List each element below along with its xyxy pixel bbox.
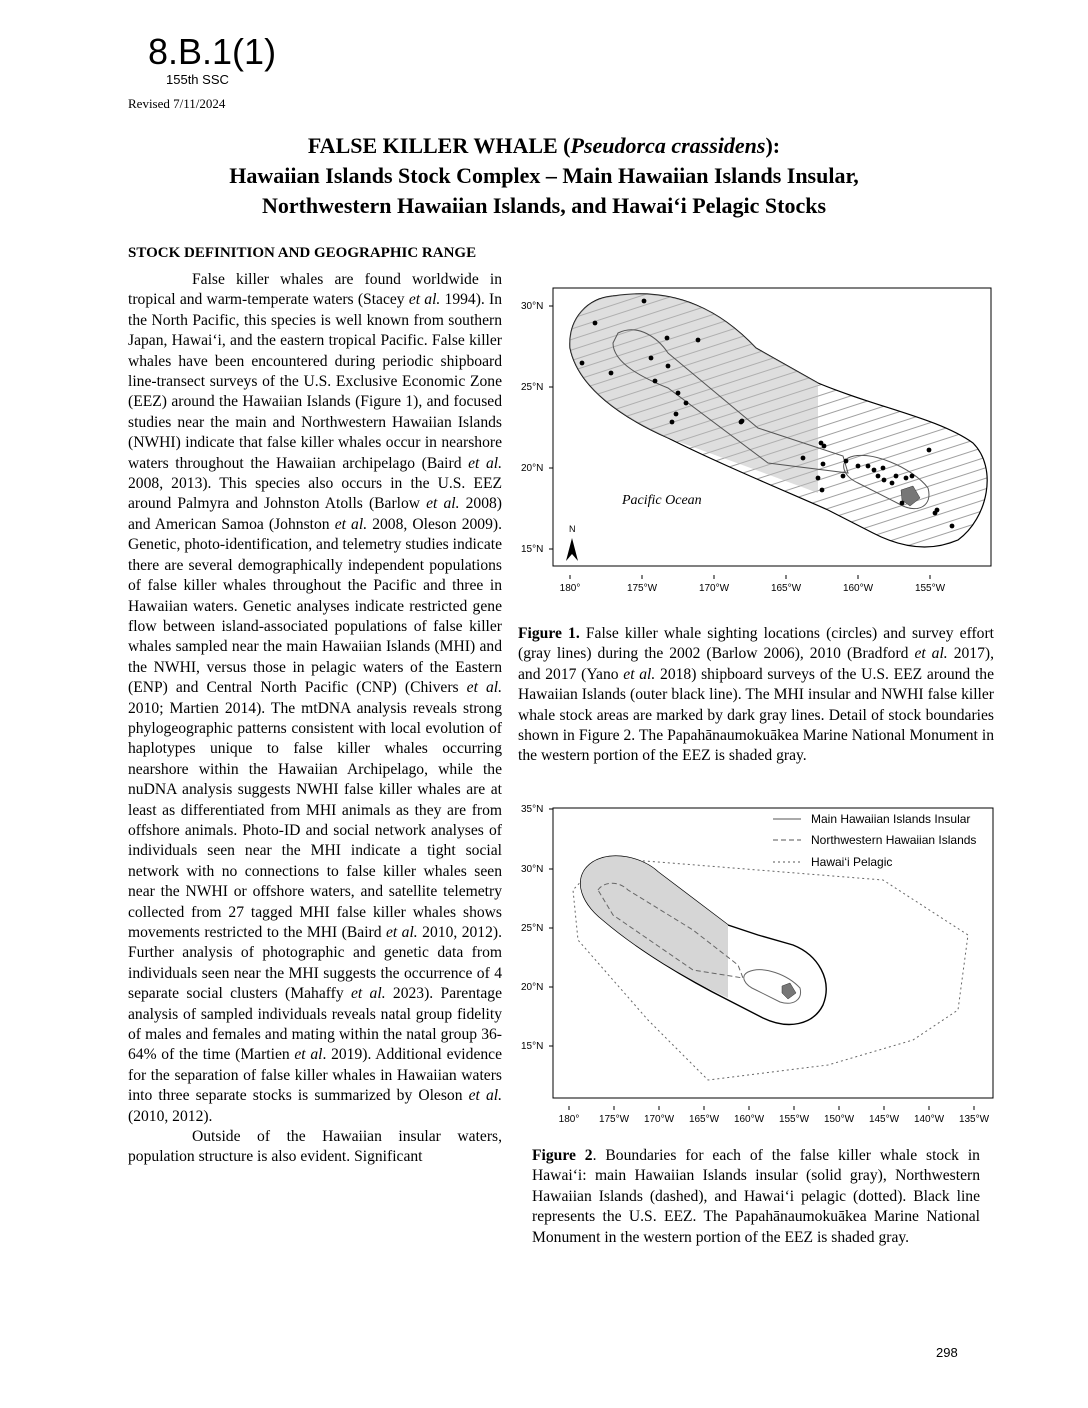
- longitude-tick-label: 155°W: [778, 1114, 810, 1125]
- longitude-tick-label: 165°W: [770, 583, 802, 594]
- sighting-marker: [933, 511, 938, 516]
- sighting-marker: [739, 420, 744, 425]
- sighting-marker: [882, 478, 887, 483]
- longitude-tick-label: 175°W: [626, 583, 658, 594]
- sighting-marker: [696, 338, 701, 343]
- longitude-tick-label: 160°W: [842, 583, 874, 594]
- sighting-marker: [642, 299, 647, 304]
- legend-item: Northwestern Hawaiian Islands: [811, 833, 977, 847]
- sighting-marker: [822, 444, 827, 449]
- sighting-marker: [872, 468, 877, 473]
- sighting-marker: [649, 356, 654, 361]
- latitude-tick-label: 30°N: [521, 301, 544, 312]
- sighting-marker: [841, 474, 846, 479]
- sighting-marker: [666, 364, 671, 369]
- figure-2-map: [518, 800, 1006, 1130]
- sighting-marker: [665, 336, 670, 341]
- sighting-marker: [820, 488, 825, 493]
- meeting-label: 155th SSC: [166, 72, 229, 87]
- latitude-tick-label: 25°N: [521, 382, 544, 393]
- sighting-marker: [856, 464, 861, 469]
- sighting-marker: [653, 379, 658, 384]
- sighting-marker: [950, 524, 955, 529]
- latitude-tick-label: 35°N: [521, 804, 544, 815]
- sighting-marker: [609, 371, 614, 376]
- longitude-tick-label: 170°W: [698, 583, 730, 594]
- longitude-tick-label: 180°: [558, 1114, 580, 1125]
- sighting-marker: [676, 391, 681, 396]
- sighting-marker: [816, 476, 821, 481]
- longitude-tick-label: 175°W: [598, 1114, 630, 1125]
- title-line-2: Hawaiian Islands Stock Complex – Main Hawaiian Islands Insular,: [229, 163, 859, 188]
- sighting-marker: [876, 474, 881, 479]
- latitude-tick-label: 20°N: [521, 982, 544, 993]
- title-line-1: FALSE KILLER WHALE (Pseudorca crassidens):: [307, 133, 781, 158]
- page-number: 298: [936, 1345, 958, 1360]
- longitude-tick-label: 135°W: [958, 1114, 990, 1125]
- sighting-marker: [670, 420, 675, 425]
- latitude-tick-label: 15°N: [521, 1041, 544, 1052]
- sighting-marker: [890, 481, 895, 486]
- latitude-tick-label: 20°N: [521, 463, 544, 474]
- figure-2-caption: Figure 2. Boundaries for each of the false killer whale stock in Hawai‘i: main Hawaiian Islands insular (solid gray), Northwestern Hawaiian Islands (dashed), and Hawai‘i pelagic (dotted). Black line represents the U.S. EEZ. The Papahānaumokuākea Marine National Monument in the western portion of the EEZ is shaded gray.: [532, 1147, 980, 1246]
- latitude-tick-label: 15°N: [521, 544, 544, 555]
- sighting-marker: [684, 401, 689, 406]
- legend-item: Main Hawaiian Islands Insular: [811, 812, 971, 826]
- sighting-marker: [904, 476, 909, 481]
- sighting-marker: [927, 448, 932, 453]
- legend-item: Hawai‘i Pelagic: [811, 855, 893, 869]
- longitude-tick-label: 165°W: [688, 1114, 720, 1125]
- sighting-marker: [593, 321, 598, 326]
- body-paragraph: False killer whales are found worldwide in tropical and warm-temperate waters (Stacey et al. 1994). In the North Pacific, this species is well known from southern Japan, Hawai‘i, and the eastern tropical Pacific. False killer whales have been encountered during periodic shipboard line-transect surveys of the U.S. Exclusive Economic Zone (EEZ) around the Hawaiian Islands (Figure 1), and focused studies near the main and Northwestern Hawaiian Islands (NWHI) indicate that false killer whales occur in nearshore waters throughout the Hawaiian archipelago (Baird et al. 2008, 2013). This species also occurs in the U.S. EEZ around Palmyra and Johnston Atolls (Barlow et al. 2008) and American Samoa (Johnston et al. 2008, Oleson 2009). Genetic, photo-identification, and telemetry studies indicate there are several demographically independent populations of false killer whales throughout the Pacific and three in Hawaiian waters. Genetic analyses indicate restricted gene flow between island-associated populations of false killer whales sampled near the main Hawaiian Islands (MHI) and the NWHI, versus those in pelagic waters of the Eastern (ENP) and Central North Pacific (CNP) (Chivers et al. 2010; Martien 2014). The mtDNA analysis reveals strong phylogeographic patterns consistent with local evolution of haplotypes unique to false killer whales occurring nearshore within the Hawaiian Archipelago, while the nuDNA analysis suggests NWHI false killer whales are at least as differentiated from MHI animals as they are from offshore animals. Photo-ID and social network analyses of individuals seen near the MHI indicate a tight social network with no connections to false killer whales seen near the NWHI or offshore waters, and satellite telemetry collected from 27 tagged MHI false killer whales shows movements restricted to the MHI (Baird et al. 2010, 2012). Further analysis of photographic and genetic data from individuals seen near the MHI suggests the occurrence of 4 separate social clusters (Mahaffy et al. 2023). Parentage analysis of sampled individuals reveals natal group fidelity of males and females and mating within the natal group 36-64% of the time (Martien et al. 2019). Additional evidence for the separation of false killer whales in Hawaiian waters into three separate stocks is summarized by Oleson et al. (2010, 2012).: [128, 271, 502, 1125]
- figure-1-caption: Figure 1. False killer whale sighting locations (circles) and survey effort (gray lines) during the 2002 (Barlow 2006), 2010 (Bradford et al. 2017), and 2017 (Yano et al. 2018) shipboard surveys of the U.S. EEZ around the Hawaiian Islands (outer black line). The MHI insular and NWHI false killer whale stock areas are marked by dark gray lines. Detail of stock boundaries shown in Figure 2. The Papahānaumokuākea Marine National Monument in the western portion of the EEZ is shaded gray.: [518, 625, 995, 765]
- section-heading: STOCK DEFINITION AND GEOGRAPHIC RANGE: [128, 245, 477, 261]
- figure-1-map: [518, 278, 994, 600]
- ocean-label: Pacific Ocean: [622, 493, 702, 508]
- svg-text:N: N: [569, 524, 576, 534]
- sighting-marker: [580, 361, 585, 366]
- sighting-marker: [910, 474, 915, 479]
- sighting-marker: [821, 462, 826, 467]
- latitude-tick-label: 25°N: [521, 923, 544, 934]
- title-line-3: Northwestern Hawaiian Islands, and Hawai‘i Pelagic Stocks: [261, 193, 827, 218]
- revision-date: Revised 7/11/2024: [128, 96, 226, 111]
- longitude-tick-label: 150°W: [823, 1114, 855, 1125]
- latitude-tick-label: 30°N: [521, 864, 544, 875]
- sighting-marker: [866, 464, 871, 469]
- document-title: [128, 131, 960, 221]
- longitude-tick-label: 145°W: [868, 1114, 900, 1125]
- body-paragraph: Outside of the Hawaiian insular waters, population structure is also evident. Significant: [128, 1128, 502, 1166]
- longitude-tick-label: 155°W: [914, 583, 946, 594]
- sighting-marker: [900, 501, 905, 506]
- sighting-marker: [844, 459, 849, 464]
- sighting-marker: [881, 466, 886, 471]
- agenda-item-number: 8.B.1(1): [148, 31, 277, 72]
- longitude-tick-label: 180°: [559, 583, 581, 594]
- longitude-tick-label: 140°W: [913, 1114, 945, 1125]
- body-text: [128, 270, 502, 1168]
- sighting-marker: [894, 474, 899, 479]
- sighting-marker: [674, 412, 679, 417]
- longitude-tick-label: 160°W: [733, 1114, 765, 1125]
- sighting-marker: [801, 456, 806, 461]
- longitude-tick-label: 170°W: [643, 1114, 675, 1125]
